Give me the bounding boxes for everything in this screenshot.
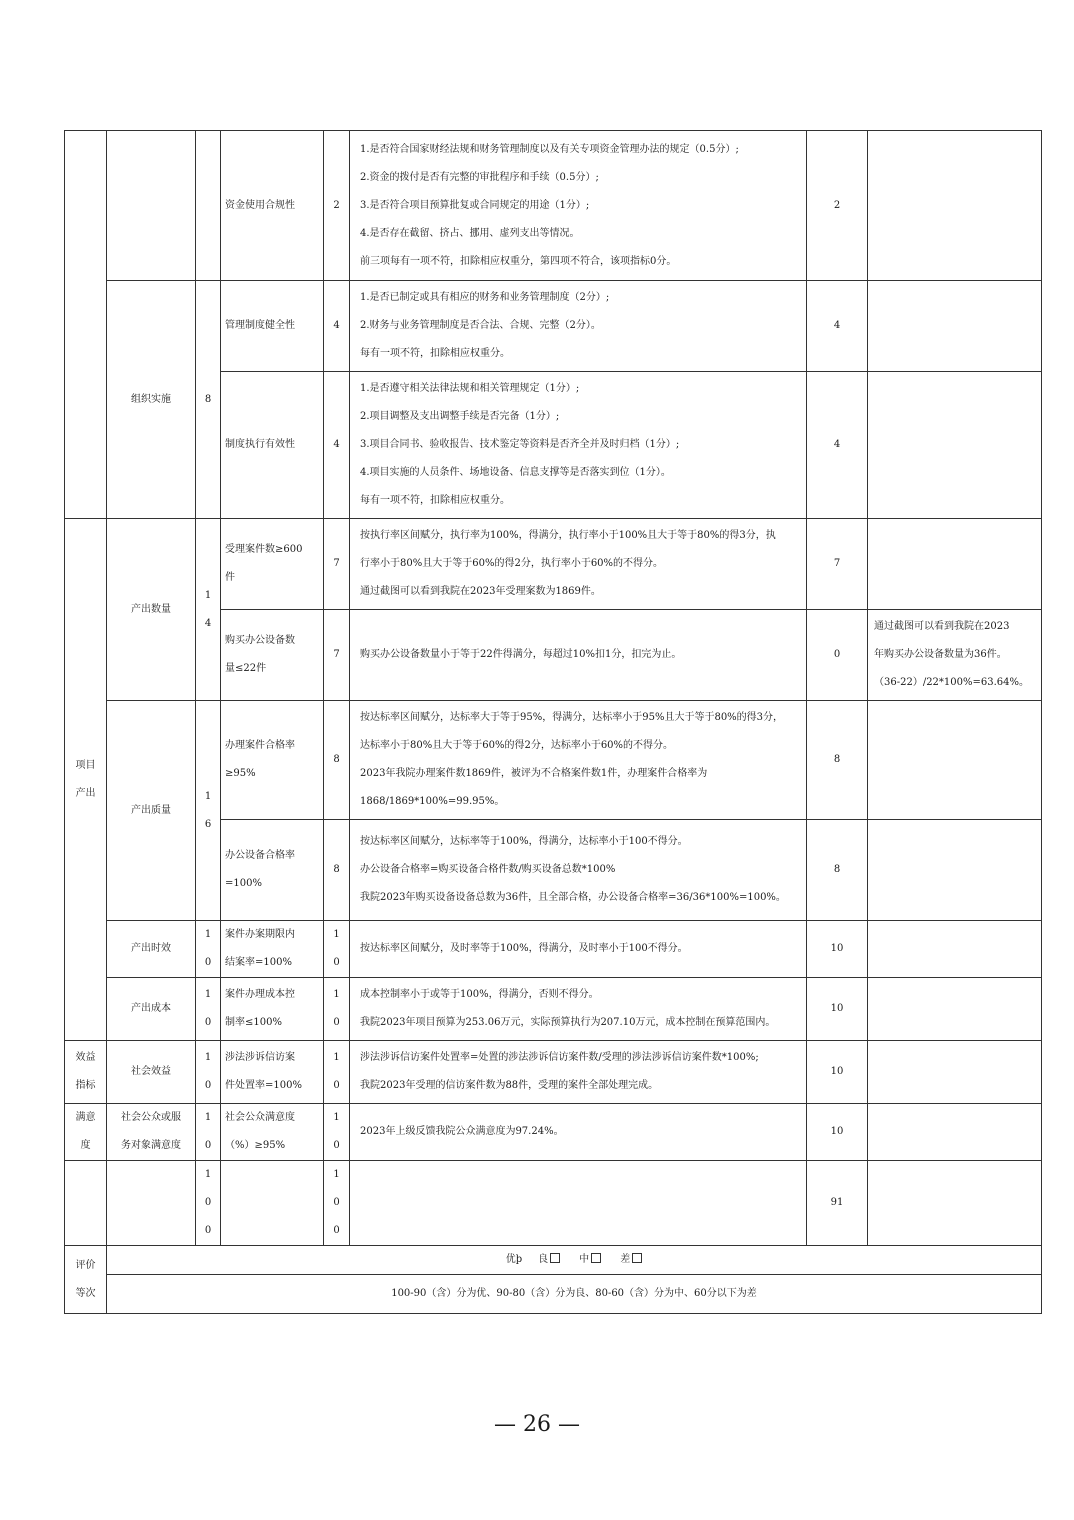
score-cell: 0: [807, 610, 868, 701]
score-cell: 10: [807, 1041, 868, 1104]
weight-cell: 8: [324, 820, 350, 921]
criteria-line: 2023年我院办理案件数1869件，被评为不合格案件数1件，办理案件合格率为: [360, 768, 708, 779]
category-cell: [65, 1161, 107, 1246]
score-cell: 4: [807, 372, 868, 519]
criteria-cell: [350, 372, 807, 519]
category-cell: 项目 产出: [65, 519, 107, 1041]
page-number: — 26 —: [494, 1412, 580, 1437]
note-cell: [868, 131, 1042, 281]
table-row: [65, 701, 1042, 820]
indicator-cell: [221, 1161, 324, 1246]
rating-options-cell: [107, 1246, 1042, 1275]
subcategory-cell: [107, 131, 196, 281]
criteria-line: 4.项目实施的人员条件、场地设备、信息支撑等是否落实到位（1分）。: [360, 467, 671, 478]
indicator-cell: 办公设备合格率 =100%: [221, 820, 324, 921]
rating-option-medium[interactable]: 中: [579, 1254, 590, 1265]
criteria-line: 办公设备合格率=购买设备合格件数/购买设备总数*100%: [360, 864, 616, 875]
indicator-cell: 管理制度健全性: [221, 281, 324, 372]
score-cell: 8: [807, 701, 868, 820]
criteria-line: 按达标率区间赋分，达标率大于等于95%，得满分，达标率小于95%且大于等于80%的得3分，: [360, 712, 784, 723]
weight-cell: 4: [324, 281, 350, 372]
criteria-line: 2.资金的拨付是否有完整的审批程序和手续（0.5分）;: [360, 171, 599, 183]
criteria-line: 1.是否已制定或具有相应的财务和业务管理制度（2分）;: [360, 292, 610, 303]
criteria-line: 2.项目调整及支出调整手续是否完备（1分）;: [360, 411, 560, 422]
criteria-cell: [350, 131, 807, 281]
weight-cell: 8: [324, 701, 350, 820]
criteria-line: 1.是否符合国家财经法规和财务管理制度以及有关专项资金管理办法的规定（0.5分）;: [360, 143, 739, 155]
performance-evaluation-table: [64, 130, 1042, 1314]
subcategory-cell: 产出时效: [107, 921, 196, 978]
criteria-line: 每有一项不符，扣除相应权重分。: [360, 495, 510, 506]
indicator-cell: 案件办案期限内 结案率=100%: [221, 921, 324, 978]
rating-row: [65, 1246, 1042, 1275]
table-row: [65, 1104, 1042, 1161]
checkbox-icon[interactable]: [632, 1253, 642, 1263]
note-cell: [868, 820, 1042, 921]
weight-cell: 1 0: [324, 978, 350, 1041]
table-row: [65, 1041, 1042, 1104]
rating-option-good[interactable]: 良: [538, 1254, 549, 1265]
total-score-cell: 91: [807, 1161, 868, 1246]
criteria-cell: [350, 701, 807, 820]
weight-total-cell: 1 0 0: [324, 1161, 350, 1246]
rating-scale-cell: 100-90（含）分为优、90-80（含）分为良、80-60（含）分为中、60分以下为差: [107, 1275, 1042, 1314]
score-cell: 7: [807, 519, 868, 610]
indicator-cell: 办理案件合格率 ≥95%: [221, 701, 324, 820]
note-cell: [868, 519, 1042, 610]
criteria-line: 1.是否遵守相关法律法规和相关管理规定（1分）;: [360, 383, 580, 394]
criteria-cell: 购买办公设备数量小于等于22件得满分，每超过10%扣1分，扣完为止。: [350, 610, 807, 701]
weight-cell: 2: [324, 131, 350, 281]
criteria-line: 3.项目合同书、验收报告、技术鉴定等资料是否齐全并及时归档（1分）;: [360, 439, 680, 450]
criteria-line: 2.财务与业务管理制度是否合法、合规、完整（2分）。: [360, 320, 601, 331]
category-cell: 效益 指标: [65, 1041, 107, 1104]
criteria-cell: [350, 978, 807, 1041]
category-cell: 满意 度: [65, 1104, 107, 1161]
rating-label-cell: 评价 等次: [65, 1246, 107, 1314]
subweight-cell: 1 0: [196, 921, 221, 978]
note-cell: [868, 372, 1042, 519]
criteria-line: 按执行率区间赋分，执行率为100%，得满分，执行率小于100%且大于等于80%的得3分，执: [360, 530, 776, 541]
criteria-line: 达标率小于80%且大于等于60%的得2分，达标率小于60%的不得分。: [360, 740, 674, 751]
score-cell: 10: [807, 921, 868, 978]
criteria-line: 通过截图可以看到我院在2023年受理案数为1869件。: [360, 586, 601, 597]
category-cell: [65, 131, 107, 519]
criteria-line: 按达标率区间赋分，达标率等于100%，得满分，达标率小于100不得分。: [360, 836, 688, 847]
checkbox-icon[interactable]: [591, 1253, 601, 1263]
criteria-line: 3.是否符合项目预算批复或合同规定的用途（1分）;: [360, 199, 590, 211]
indicator-cell: 制度执行有效性: [221, 372, 324, 519]
criteria-line: 成本控制率小于或等于100%，得满分，否则不得分。: [360, 989, 599, 1000]
indicator-cell: 案件办理成本控 制率≤100%: [221, 978, 324, 1041]
weight-cell: 4: [324, 372, 350, 519]
score-cell: 10: [807, 978, 868, 1041]
indicator-cell: 涉法涉诉信访案 件处置率=100%: [221, 1041, 324, 1104]
weight-cell: 7: [324, 519, 350, 610]
criteria-cell: [350, 519, 807, 610]
criteria-cell: [350, 281, 807, 372]
table-row: [65, 131, 1042, 281]
criteria-cell: 2023年上级反馈我院公众满意度为97.24%。: [350, 1104, 807, 1161]
weight-cell: 1 0: [324, 1104, 350, 1161]
score-cell: 8: [807, 820, 868, 921]
criteria-line: 我院2023年购买设备设备总数为36件，且全部合格，办公设备合格率=36/36*100%=100%。: [360, 892, 786, 903]
weight-cell: 1 0: [324, 1041, 350, 1104]
criteria-cell: [350, 1161, 807, 1246]
rating-option-excellent[interactable]: 优þ: [505, 1254, 523, 1265]
score-cell: 4: [807, 281, 868, 372]
subweight-cell: [196, 131, 221, 281]
subcategory-cell: 社会效益: [107, 1041, 196, 1104]
criteria-line: 涉法涉诉信访案件处置率=处置的涉法涉诉信访案件数/受理的涉法涉诉信访案件数*100%;: [360, 1052, 759, 1063]
subweight-cell: 1 0: [196, 1104, 221, 1161]
note-cell: [868, 1041, 1042, 1104]
subweight-cell: 8: [196, 281, 221, 519]
checkbox-icon[interactable]: [550, 1253, 560, 1263]
criteria-line: 1868/1869*100%=99.95%。: [360, 796, 505, 807]
note-cell: 通过截图可以看到我院在2023 年购买办公设备数量为36件。 （36-22）/22*100%=63.64%。: [868, 610, 1042, 701]
weight-cell: 1 0: [324, 921, 350, 978]
subcategory-cell: [107, 1161, 196, 1246]
subweight-total-cell: 1 0 0: [196, 1161, 221, 1246]
indicator-cell: 资金使用合规性: [221, 131, 324, 281]
criteria-line: 行率小于80%且大于等于60%的得2分，执行率小于60%的不得分。: [360, 558, 664, 569]
note-cell: [868, 701, 1042, 820]
rating-scale-row: [65, 1275, 1042, 1314]
table-row: [65, 281, 1042, 372]
note-cell: [868, 921, 1042, 978]
criteria-cell: 按达标率区间赋分，及时率等于100%，得满分，及时率小于100不得分。: [350, 921, 807, 978]
total-row: [65, 1161, 1042, 1246]
subcategory-cell: 社会公众或服 务对象满意度: [107, 1104, 196, 1161]
indicator-cell: 社会公众满意度 （%）≥95%: [221, 1104, 324, 1161]
table-row: [65, 978, 1042, 1041]
note-cell: [868, 978, 1042, 1041]
criteria-line: 我院2023年项目预算为253.06万元，实际预算执行为207.10万元，成本控制在预算范围内。: [360, 1017, 776, 1028]
score-cell: 10: [807, 1104, 868, 1161]
criteria-cell: [350, 1041, 807, 1104]
subcategory-cell: 产出成本: [107, 978, 196, 1041]
score-cell: 2: [807, 131, 868, 281]
weight-cell: 7: [324, 610, 350, 701]
subweight-cell: 1 6: [196, 701, 221, 921]
subcategory-cell: 产出数量: [107, 519, 196, 701]
table-row: [65, 921, 1042, 978]
subweight-cell: 1 0: [196, 1041, 221, 1104]
criteria-cell: [350, 820, 807, 921]
criteria-line: 我院2023年受理的信访案件数为88件，受理的案件全部处理完成。: [360, 1080, 659, 1091]
subcategory-cell: 产出质量: [107, 701, 196, 921]
criteria-line: 每有一项不符，扣除相应权重分。: [360, 348, 510, 359]
indicator-cell: 受理案件数≥600 件: [221, 519, 324, 610]
table-row: [65, 519, 1042, 610]
subweight-cell: 1 4: [196, 519, 221, 701]
subweight-cell: 1 0: [196, 978, 221, 1041]
criteria-line: 前三项每有一项不符，扣除相应权重分，第四项不符合，该项指标0分。: [360, 255, 677, 267]
note-cell: [868, 1161, 1042, 1246]
indicator-cell: 购买办公设备数 量≤22件: [221, 610, 324, 701]
note-cell: [868, 281, 1042, 372]
criteria-line: 4.是否存在截留、挤占、挪用、虚列支出等情况。: [360, 227, 580, 239]
subcategory-cell: 组织实施: [107, 281, 196, 519]
rating-option-poor[interactable]: 差: [620, 1254, 631, 1265]
note-cell: [868, 1104, 1042, 1161]
